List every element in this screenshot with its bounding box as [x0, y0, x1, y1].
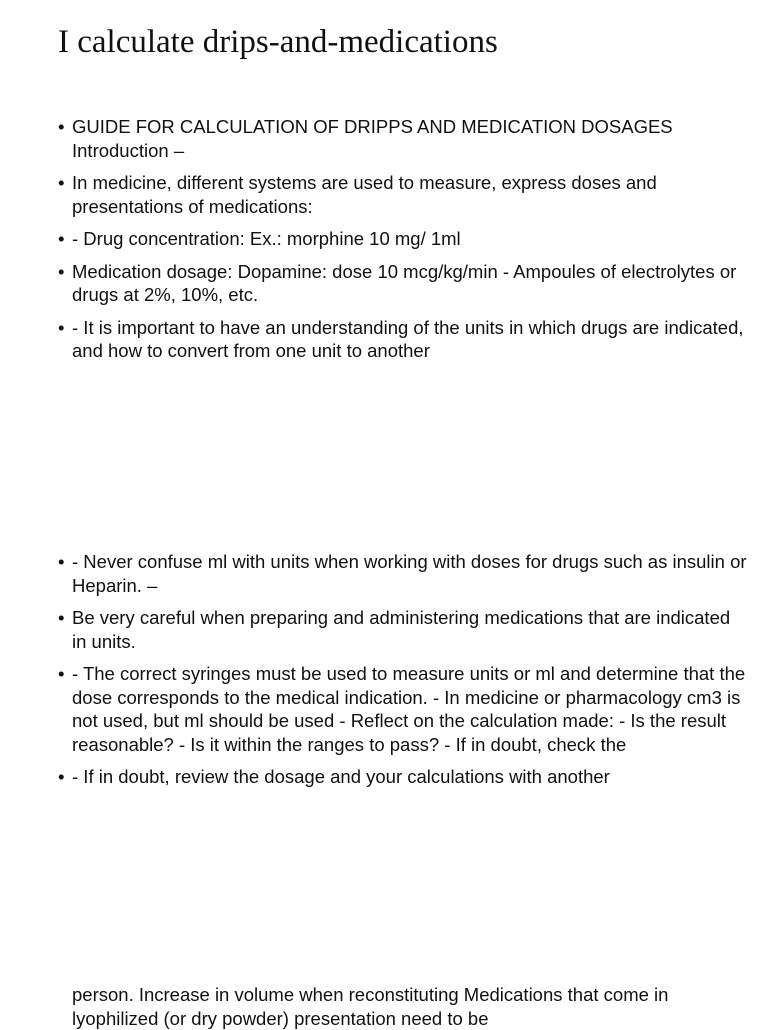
list-item-text: Be very careful when preparing and administering medications that are indicated in units.: [72, 607, 731, 652]
list-item: [58, 115, 748, 162]
bullet-list-intro: [58, 115, 748, 372]
bullet-marker: •: [58, 260, 65, 282]
list-item-text: In medicine, different systems are used to measure, express doses and presentations of medications:: [72, 172, 657, 217]
list-item: [58, 316, 748, 363]
list-item-text: - Drug concentration: Ex.: morphine 10 mg/ 1ml: [72, 228, 461, 249]
bullet-marker: •: [58, 116, 65, 137]
list-item: [58, 260, 748, 307]
bullet-marker: •: [58, 607, 65, 628]
list-item: [58, 606, 748, 653]
bullet-marker: •: [58, 228, 65, 249]
continuation-text: person. Increase in volume when reconstituting Medications that come in lyophilized (or dry powder) presentation need to be: [72, 984, 669, 1029]
list-item-text: - Never confuse ml with units when working with doses for drugs such as insulin or Heparin. –: [72, 551, 747, 596]
list-item: [58, 171, 748, 218]
list-item: [58, 550, 748, 597]
bullet-marker: •: [58, 663, 65, 684]
list-item: [58, 662, 748, 756]
list-item: [58, 227, 748, 251]
bullet-marker: •: [58, 316, 65, 338]
list-item-text: Medication dosage: Dopamine: dose 10 mcg/kg/min - Ampoules of electrolytes or drugs at 2%, 10%, etc.: [72, 260, 737, 305]
bullet-marker: •: [58, 172, 65, 193]
list-item-text: - The correct syringes must be used to measure units or ml and determine that the dose corresponds to the medical indication. - In medicine or pharmacology cm3 is not used, but ml should be used - Reflect on the calculation made: - Is the result reasonable? - Is it within the ranges to pass? - If in doubt, check the: [72, 663, 746, 755]
bullet-marker: •: [58, 766, 65, 787]
page-title: I calculate drips-and-medications: [58, 24, 498, 60]
list-item-text: - If in doubt, review the dosage and your calculations with another: [72, 766, 610, 787]
bullet-list-safety: [58, 550, 748, 798]
bullet-marker: •: [58, 551, 65, 572]
list-item-text: - It is important to have an understanding of the units in which drugs are indicated, and how to convert from one unit to another: [72, 316, 744, 361]
list-item: [58, 765, 748, 789]
list-item-text: GUIDE FOR CALCULATION OF DRIPPS AND MEDICATION DOSAGES Introduction –: [72, 116, 673, 161]
